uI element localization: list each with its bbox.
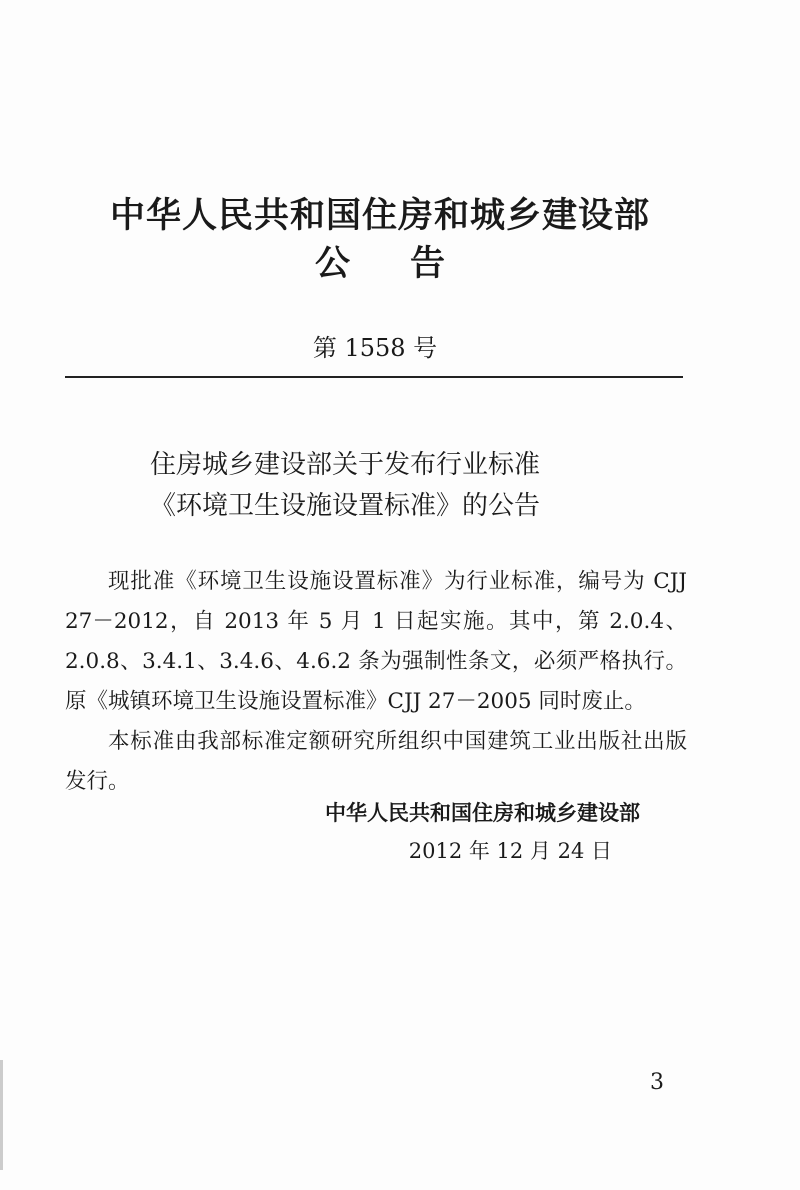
subject-line-2: 《环境卫生设施设置标准》的公告 <box>150 491 541 521</box>
body-text <box>65 562 687 802</box>
header-divider <box>65 376 683 378</box>
document-type-title: 公告 <box>314 244 505 284</box>
scan-edge-shadow <box>0 1060 3 1170</box>
signature-issuer: 中华人民共和国住房和城乡建设部 <box>325 801 640 825</box>
announcement-number: 第 1558 号 <box>312 334 438 362</box>
signature-date: 2012 年 12 月 24 日 <box>408 839 612 863</box>
body-paragraph: 现批准《环境卫生设施设置标准》为行业标准，编号为 CJJ 27－2012，自 2013 年 5 月 1 日起实施。其中，第 2.0.4、2.0.8、3.4.1、3.4.6、4.6.2 条为强制性条文，必须严格执行。原《城镇环境卫生设施设置标准》CJJ 27－2005 同时废止。 <box>65 569 687 714</box>
subject-heading <box>150 445 540 527</box>
page-number: 3 <box>650 1070 664 1095</box>
subject-line-1: 住房城乡建设部关于发布行业标准 <box>150 450 541 480</box>
body-paragraph: 本标准由我部标准定额研究所组织中国建筑工业出版社出版发行。 <box>65 729 687 794</box>
issuer-title: 中华人民共和国住房和城乡建设部 <box>109 196 650 236</box>
